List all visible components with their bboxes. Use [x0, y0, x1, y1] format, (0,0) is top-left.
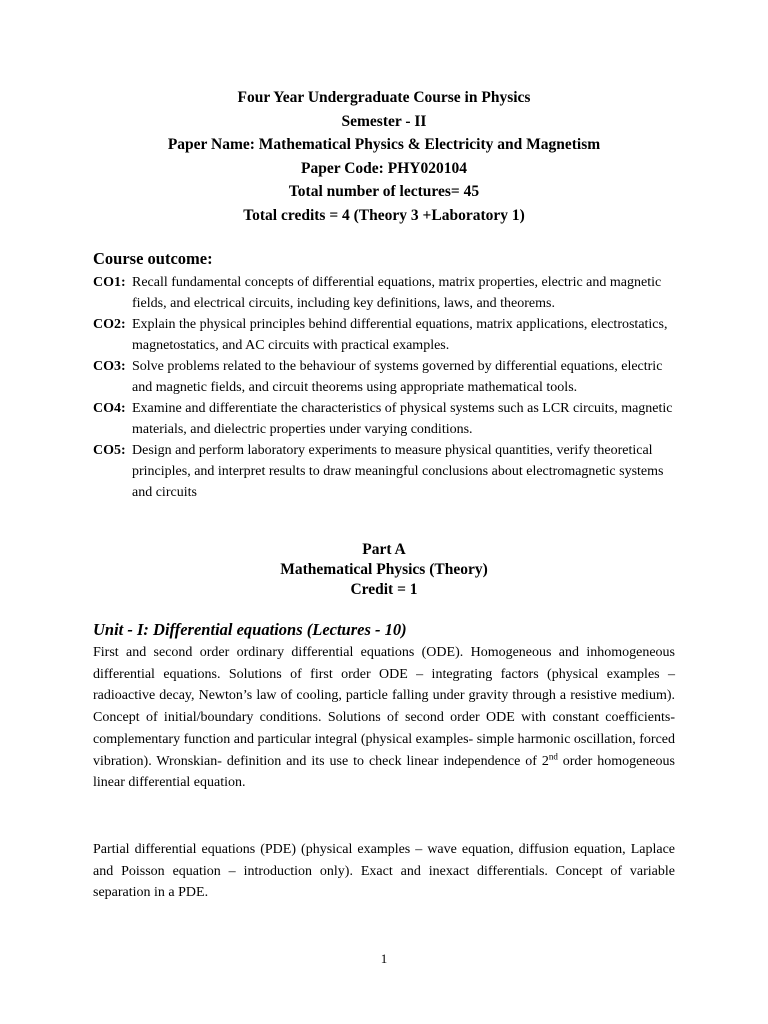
total-lectures: Total number of lectures= 45: [288, 183, 480, 200]
course-outcome-heading: Course outcome:: [93, 249, 213, 268]
course-outcome-text: Recall fundamental concepts of differential equations, matrix properties, electric and magnetic fields, and electrical circuits, including key definitions, laws, and theorems.: [132, 275, 662, 311]
unit-paragraph: Partial differential equations (PDE) (physical examples – wave equation, diffusion equation, Laplace and Poisson equation – introduction only). Exact and inexact differentials. Concept of variable separation in a PDE.: [93, 842, 675, 901]
unit-title: Unit - I: Differential equations (Lectures - 10): [93, 620, 407, 639]
document-header: [0, 86, 768, 227]
course-outcome-label: CO1:: [93, 275, 126, 290]
course-outcome-label: CO2:: [93, 317, 126, 332]
paragraph-text: order homogeneous linear differential equation.: [93, 753, 675, 791]
ordinal-superscript: nd: [548, 750, 558, 761]
semester-label: Semester - II: [341, 112, 427, 130]
course-outcome-text: Design and perform laboratory experiments to measure physical quantities, verify theoretical principles, and interpret results to draw meaningful conclusions about electromagnetic systems and circuits: [132, 443, 664, 500]
course-outcome-text: Explain the physical principles behind differential equations, matrix applications, electrostatics, magnetostatics, and AC circuits with practical examples.: [132, 317, 668, 353]
course-title: Four Year Undergraduate Course in Physics: [237, 89, 531, 106]
part-subtitle: Mathematical Physics (Theory): [280, 561, 488, 578]
course-outcome-label: CO5:: [93, 443, 126, 458]
course-outcome-item: [93, 272, 683, 314]
course-outcome-text: Solve problems related to the behaviour of systems governed by differential equations, electric and magnetic fields, and circuit theorems using appropriate mathematical tools.: [132, 359, 663, 395]
course-outcome-item: [93, 398, 683, 440]
part-a-heading: [0, 540, 768, 600]
course-outcome-list: [93, 272, 683, 503]
course-outcome-item: [93, 440, 683, 503]
part-title: Part A: [362, 541, 406, 558]
course-outcome-item: [93, 356, 683, 398]
page-number: 1: [380, 951, 388, 966]
course-outcome-item: [93, 314, 683, 356]
course-outcome-text: Examine and differentiate the characteristics of physical systems such as LCR circuits, magnetic materials, and dielectric properties under varying conditions.: [132, 401, 673, 437]
part-credit: Credit = 1: [350, 581, 418, 598]
unit-paragraph: [93, 642, 675, 794]
total-credits: Total credits = 4 (Theory 3 +Laboratory 1): [243, 206, 525, 224]
paper-code: Paper Code: PHY020104: [301, 159, 467, 177]
paper-name: Paper Name: Mathematical Physics & Electricity and Magnetism: [167, 136, 601, 153]
course-outcome-label: CO4:: [93, 401, 126, 416]
paragraph-text: First and second order ordinary differential equations (ODE). Homogeneous and inhomogeneous differential equations. Solutions of first order ODE – integrating factors (physical examples – radioactive decay, Newton’s law of cooling, particle falling under gravity through a resistive medium). Concept of initial/boundary conditions. Solutions of second order ODE with constant coefficients- complementary function and particular integral (physical examples- simple harmonic oscillation, forced vibration). Wronskian- definition and its use to check linear independence of 2: [93, 645, 675, 769]
course-outcome-label: CO3:: [93, 359, 126, 374]
